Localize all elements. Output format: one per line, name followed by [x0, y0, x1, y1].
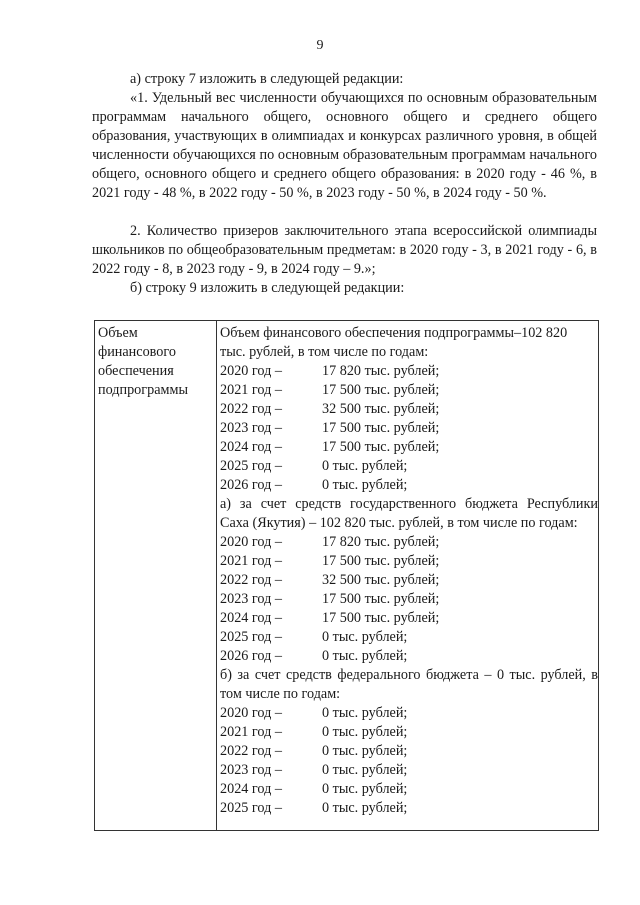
year-amount: 0 тыс. рублей;: [322, 743, 408, 759]
year-amount: 0 тыс. рублей;: [322, 458, 408, 474]
year-label: 2020 год –: [220, 705, 282, 721]
year-amount: 17 500 тыс. рублей;: [322, 439, 440, 455]
year-label: 2020 год –: [220, 363, 282, 379]
year-label: 2024 год –: [220, 610, 282, 626]
page-number: 9: [316, 38, 324, 53]
year-row: [220, 571, 598, 590]
regional-budget-heading: а) за счет средств государственного бюджета Республики Саха (Якутия) – 102 820 тыс. рублей, в том числе по годам:: [220, 496, 598, 531]
year-label: 2023 год –: [220, 591, 282, 607]
left-cell-line: финансового: [98, 344, 176, 360]
year-amount: 0 тыс. рублей;: [322, 724, 408, 740]
table-left-cell: [98, 324, 213, 400]
year-label: 2021 год –: [220, 724, 282, 740]
year-row: [220, 457, 598, 476]
year-amount: 17 500 тыс. рублей;: [322, 591, 440, 607]
year-row: [220, 552, 598, 571]
year-amount: 0 тыс. рублей;: [322, 477, 408, 493]
year-label: 2022 год –: [220, 401, 282, 417]
year-label: 2022 год –: [220, 743, 282, 759]
table-column-divider: [216, 321, 217, 830]
year-row: [220, 723, 598, 742]
year-row: [220, 419, 598, 438]
left-cell-line: обеспечения: [98, 363, 174, 379]
year-row: [220, 628, 598, 647]
year-amount: 17 500 тыс. рублей;: [322, 610, 440, 626]
year-amount: 0 тыс. рублей;: [322, 629, 408, 645]
year-row: [220, 761, 598, 780]
paragraph-row9-instruction: б) строку 9 изложить в следующей редакции:: [130, 280, 405, 296]
year-amount: 17 500 тыс. рублей;: [322, 382, 440, 398]
funding-table: [94, 320, 599, 831]
paragraph-indicator-2: 2. Количество призеров заключительного этапа всероссийской олимпиады школьников по общеобразовательным предметам: в 2020 году - 3, в 2021 году - 6, в 2022 году - 8, в 2023 году - 9, в 2024 году – 9.»;: [92, 223, 597, 277]
year-amount: 17 820 тыс. рублей;: [322, 363, 440, 379]
year-row: [220, 533, 598, 552]
year-row: [220, 590, 598, 609]
year-row: [220, 609, 598, 628]
year-row: [220, 362, 598, 381]
year-amount: 0 тыс. рублей;: [322, 781, 408, 797]
paragraph-indicator-1: «1. Удельный вес численности обучающихся по основным образовательным программам начального общего, основного общего и среднего общего образования, участвующих в олимпиадах и конкурсах различного уровня, в общей численности обучающихся по основным образовательным программам начального общего, основного общего и среднего общего образования: в 2020 году - 46 %, в 2021 году - 48 %, в 2022 году - 50 %, в 2023 году - 50 %, в 2024 году - 50 %.: [92, 90, 597, 201]
year-row: [220, 742, 598, 761]
year-amount: 17 820 тыс. рублей;: [322, 534, 440, 550]
year-amount: 17 500 тыс. рублей;: [322, 420, 440, 436]
year-row: [220, 400, 598, 419]
year-label: 2023 год –: [220, 420, 282, 436]
left-cell-line: подпрограммы: [98, 382, 188, 398]
year-label: 2020 год –: [220, 534, 282, 550]
year-row: [220, 704, 598, 723]
year-amount: 17 500 тыс. рублей;: [322, 553, 440, 569]
year-row: [220, 799, 598, 818]
left-cell-line: Объем: [98, 325, 138, 341]
table-right-cell: [220, 324, 598, 818]
year-label: 2024 год –: [220, 781, 282, 797]
total-funding-line: тыс. рублей, в том числе по годам:: [220, 344, 429, 360]
year-label: 2024 год –: [220, 439, 282, 455]
year-label: 2025 год –: [220, 800, 282, 816]
total-funding-line: Объем финансового обеспечения подпрограммы–102 820: [220, 325, 568, 341]
federal-budget-heading: б) за счет средств федерального бюджета – 0 тыс. рублей, в том числе по годам:: [220, 667, 598, 702]
year-label: 2026 год –: [220, 648, 282, 664]
year-label: 2022 год –: [220, 572, 282, 588]
year-amount: 0 тыс. рублей;: [322, 800, 408, 816]
year-row: [220, 438, 598, 457]
year-label: 2026 год –: [220, 477, 282, 493]
year-amount: 0 тыс. рублей;: [322, 762, 408, 778]
year-amount: 32 500 тыс. рублей;: [322, 401, 440, 417]
year-row: [220, 381, 598, 400]
paragraph-row7-instruction: а) строку 7 изложить в следующей редакции:: [130, 71, 404, 87]
year-amount: 0 тыс. рублей;: [322, 705, 408, 721]
year-row: [220, 476, 598, 495]
year-row: [220, 647, 598, 666]
year-label: 2023 год –: [220, 762, 282, 778]
year-label: 2025 год –: [220, 629, 282, 645]
year-label: 2021 год –: [220, 553, 282, 569]
year-label: 2025 год –: [220, 458, 282, 474]
year-label: 2021 год –: [220, 382, 282, 398]
year-amount: 0 тыс. рублей;: [322, 648, 408, 664]
year-amount: 32 500 тыс. рублей;: [322, 572, 440, 588]
year-row: [220, 780, 598, 799]
